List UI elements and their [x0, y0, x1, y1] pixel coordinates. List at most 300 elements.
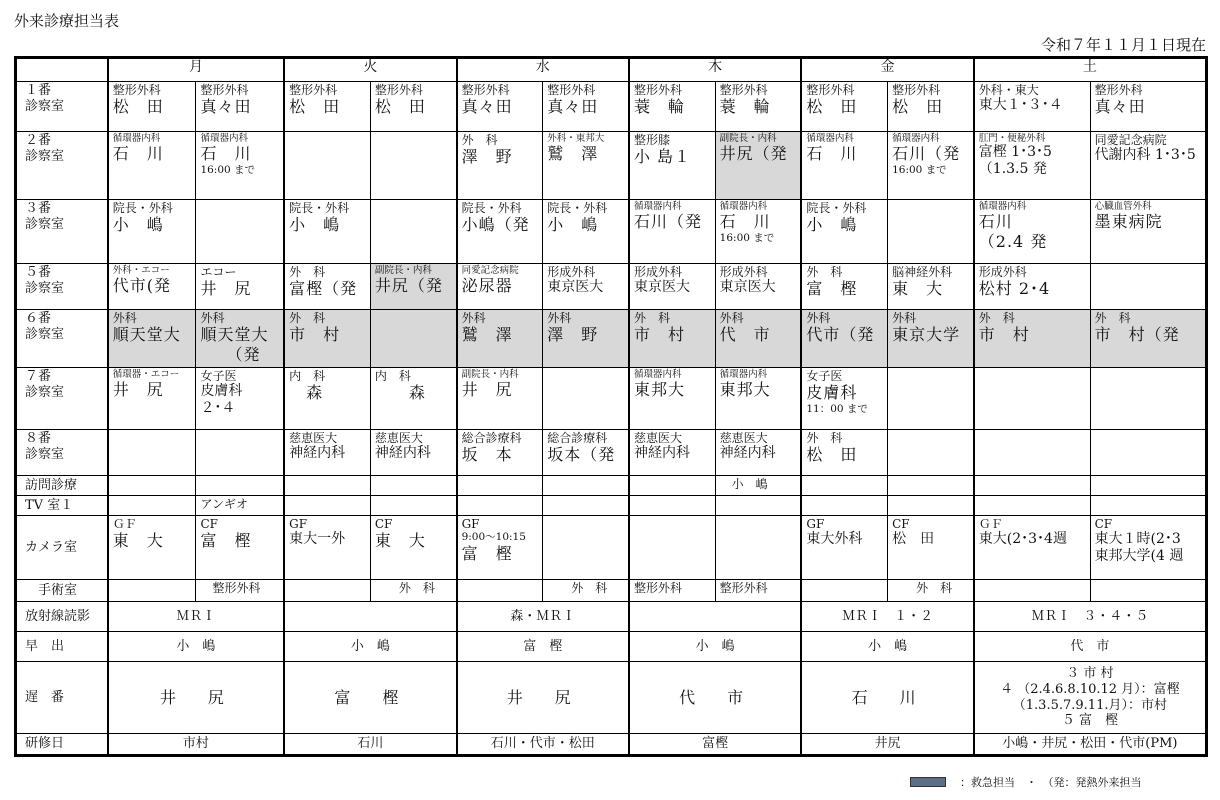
doctor-name: 石 川	[112, 144, 164, 164]
doctor-name: 東大１時(2･3	[1094, 531, 1181, 548]
department-label: 形成外科	[547, 265, 596, 279]
merged-row	[16, 662, 1207, 734]
schedule-cell	[543, 496, 629, 516]
schedule-cell	[108, 476, 196, 496]
doctor-name: 東邦大	[719, 380, 771, 400]
doctor-name: 神経内科	[719, 445, 776, 462]
schedule-cell	[370, 580, 456, 602]
doctor-name: 東京医大	[633, 279, 690, 296]
doctor-name: 井 尻	[461, 380, 513, 400]
merged-cell: 代 市	[629, 662, 801, 734]
doctor-name: 鷲 澤	[547, 144, 599, 164]
late-shift-line: （1.3.5.7.9.11.月）：市村	[1012, 697, 1167, 713]
schedule-cell	[715, 310, 801, 368]
department-label: 副院長・内科	[374, 265, 432, 276]
department-label: 院長・外科	[461, 201, 522, 215]
schedule-cell	[715, 82, 801, 132]
schedule-cell	[543, 82, 629, 132]
schedule-cell	[715, 368, 801, 430]
schedule-cell	[974, 430, 1090, 476]
schedule-cell	[284, 368, 370, 430]
schedule-cell	[1090, 580, 1206, 602]
schedule-cell	[888, 430, 974, 476]
schedule-row	[16, 264, 1207, 310]
department-label: 循環器内科	[978, 201, 1027, 212]
doctor-name: 井 尻	[200, 279, 252, 299]
doctor-name: 東京大学	[892, 325, 961, 345]
schedule-cell	[196, 82, 284, 132]
merged-cell: ＭＲＩ ３・４・５	[974, 602, 1207, 632]
department-label: 外科	[547, 311, 572, 325]
merged-row	[16, 602, 1207, 632]
schedule-cell	[888, 516, 974, 580]
schedule-cell	[1090, 310, 1206, 368]
merged-cell: 小 嶋	[801, 632, 973, 662]
schedule-cell	[629, 430, 715, 476]
schedule-cell	[108, 200, 196, 264]
department-label: 外 科	[806, 265, 843, 279]
schedule-cell	[801, 82, 887, 132]
department-label: 外 科	[633, 311, 670, 325]
schedule-cell	[370, 430, 456, 476]
doctor-name: 順天堂大	[112, 325, 181, 345]
department-label: 外科	[806, 311, 831, 325]
schedule-cell	[888, 580, 974, 602]
day-header-row	[16, 58, 1207, 82]
row-label: 訪問診療	[16, 476, 108, 496]
department-label: 循環器内科	[892, 133, 940, 144]
department-label: 外 科	[374, 581, 435, 595]
department-label: CF	[374, 517, 393, 531]
schedule-cell	[543, 430, 629, 476]
merged-cell: 富 樫	[457, 632, 629, 662]
doctor-name: 小 嶋	[547, 215, 599, 235]
schedule-cell	[543, 310, 629, 368]
department-label: 外科	[719, 311, 744, 325]
schedule-cell	[974, 82, 1090, 132]
doctor-name: 市 村	[978, 325, 1030, 345]
doctor-name: 皮膚科	[806, 383, 858, 403]
department-label: 整形外科	[719, 83, 768, 97]
schedule-cell	[108, 430, 196, 476]
doctor-name-extra: （1.3.5 発	[978, 161, 1047, 178]
schedule-cell	[457, 496, 543, 516]
schedule-cell	[974, 368, 1090, 430]
late-shift-line: ３ 市 村	[1066, 666, 1114, 682]
department-label: 外科	[112, 311, 137, 325]
row-label: 放射線読影	[16, 602, 108, 632]
corner-cell	[16, 58, 108, 82]
department-label: 外科	[200, 311, 225, 325]
row-label: TV 室１	[16, 496, 108, 516]
doctor-name: 松 田	[112, 97, 164, 117]
doctor-name: 富 樫	[200, 531, 252, 551]
department-label: 整形外科	[547, 83, 596, 97]
day-header: 火	[284, 58, 456, 82]
time-note: 16:00 まで	[719, 231, 775, 244]
schedule-cell	[108, 580, 196, 602]
department-label: 外 科	[806, 431, 843, 445]
doctor-name: 代市(発	[112, 276, 171, 296]
doctor-name: 石 川	[719, 212, 771, 232]
schedule-cell	[370, 82, 456, 132]
department-label: 慈恵医大	[289, 431, 338, 445]
doctor-name: 鷲 澤	[461, 325, 513, 345]
schedule-cell	[715, 476, 801, 496]
department-label: 脳神経外科	[892, 265, 953, 279]
schedule-cell	[284, 430, 370, 476]
schedule-cell	[108, 132, 196, 200]
schedule-cell	[196, 476, 284, 496]
department-label: 内 科	[374, 369, 411, 383]
schedule-cell	[801, 200, 887, 264]
doctor-name: 松 田	[806, 97, 858, 117]
row-label: ６番 診察室	[16, 310, 108, 368]
schedule-cell	[284, 132, 370, 200]
doctor-name: 石 川	[200, 144, 252, 164]
row-label: 手術室	[16, 580, 108, 602]
schedule-cell	[1090, 516, 1206, 580]
row-label: ２番 診察室	[16, 132, 108, 200]
schedule-cell	[370, 132, 456, 200]
doctor-name: 真々田	[1094, 97, 1146, 117]
schedule-cell	[457, 430, 543, 476]
schedule-cell	[974, 496, 1090, 516]
schedule-cell	[196, 516, 284, 580]
schedule-cell	[629, 264, 715, 310]
doctor-name: 真々田	[200, 97, 252, 117]
merged-cell: 富樫	[629, 734, 801, 756]
merged-cell	[629, 602, 801, 632]
department-label: 外科・東大	[978, 83, 1039, 97]
merged-cell: 森・ＭＲＩ	[457, 602, 629, 632]
department-label: 循環器内科	[633, 369, 682, 380]
doctor-name: 市 村	[289, 325, 341, 345]
schedule-cell	[715, 580, 801, 602]
department-label: 院長・外科	[547, 201, 608, 215]
late-shift-line: ５ 富 樫	[1061, 713, 1118, 729]
schedule-cell	[801, 310, 887, 368]
schedule-cell	[543, 476, 629, 496]
schedule-cell	[801, 496, 887, 516]
schedule-cell	[629, 516, 715, 580]
schedule-cell	[629, 496, 715, 516]
department-label: 総合診療科	[547, 431, 608, 445]
schedule-table	[14, 56, 1208, 757]
time-note: 16:00 まで	[200, 163, 256, 176]
schedule-cell	[457, 476, 543, 496]
doctor-name: 東大外科	[806, 531, 863, 548]
department-label: 外科	[892, 311, 917, 325]
doctor-name: 順天堂大	[200, 325, 269, 345]
schedule-cell	[457, 264, 543, 310]
department-label: 整形膝	[633, 133, 670, 147]
doctor-name: 真々田	[461, 97, 513, 117]
schedule-cell	[974, 476, 1090, 496]
department-label: 副院長・内科	[461, 369, 519, 380]
doctor-name: 神経内科	[633, 445, 690, 462]
department-label: 外 科	[978, 311, 1015, 325]
page-title: 外来診療担当表	[14, 12, 120, 30]
schedule-cell	[888, 496, 974, 516]
doctor-name: 小 嶋	[806, 215, 858, 235]
schedule-cell	[715, 200, 801, 264]
schedule-cell	[543, 368, 629, 430]
day-header: 金	[801, 58, 973, 82]
doctor-name-extra: （発	[200, 344, 261, 364]
schedule-cell	[457, 132, 543, 200]
doctor-name: 森	[289, 383, 324, 403]
schedule-cell	[1090, 200, 1206, 264]
schedule-cell	[370, 496, 456, 516]
doctor-name: 松 田	[374, 97, 426, 117]
department-label: 外科・エコー	[112, 265, 170, 276]
doctor-name: 松 田	[289, 97, 341, 117]
doctor-name: 井尻（発	[374, 276, 443, 296]
schedule-cell	[629, 200, 715, 264]
department-label: エコー	[200, 265, 237, 279]
department-label: 整形外科	[374, 83, 423, 97]
schedule-cell	[888, 264, 974, 310]
schedule-cell	[457, 200, 543, 264]
schedule-cell	[108, 368, 196, 430]
department-label: 整形外科	[719, 581, 768, 595]
department-label: 同愛記念病院	[461, 265, 519, 276]
department-label: 外 科	[1094, 311, 1131, 325]
doctor-name: 蓑 輪	[719, 97, 771, 117]
schedule-cell	[974, 516, 1090, 580]
department-label: 外 科	[547, 581, 608, 595]
department-label: CF	[200, 517, 218, 531]
department-label: 整形外科	[633, 83, 682, 97]
doctor-name: 東邦大	[633, 380, 685, 400]
schedule-cell	[974, 200, 1090, 264]
schedule-cell	[196, 368, 284, 430]
schedule-cell	[284, 580, 370, 602]
schedule-cell	[715, 430, 801, 476]
doctor-name: 小 嶋	[289, 215, 341, 235]
day-header: 月	[108, 58, 284, 82]
department-label: 整形外科	[806, 83, 855, 97]
department-label: 慈恵医大	[719, 431, 768, 445]
doctor-name: 松 田	[892, 531, 935, 548]
department-label: 院長・外科	[112, 201, 173, 215]
schedule-row	[16, 200, 1207, 264]
merged-cell: 小 嶋	[284, 632, 456, 662]
schedule-cell	[801, 368, 887, 430]
doctor-name: 坂 本	[461, 445, 513, 465]
department-label: 外科・東邦大	[547, 133, 605, 144]
schedule-cell	[888, 476, 974, 496]
doctor-name: 石川	[978, 212, 1013, 232]
department-label: 整形外科	[112, 83, 161, 97]
department-label: ＧＦ	[978, 517, 1003, 531]
merged-cell: 小嶋・井尻・松田・代市(PM)	[974, 734, 1207, 756]
doctor-name: 松村 2･4	[978, 279, 1051, 299]
schedule-cell	[974, 310, 1090, 368]
doctor-name-extra: 東邦大学(4 週	[1094, 548, 1184, 565]
department-label: 循環器内科	[200, 133, 248, 144]
day-header: 水	[457, 58, 629, 82]
schedule-cell	[196, 430, 284, 476]
doctor-name: 東 大	[112, 531, 164, 551]
schedule-cell	[284, 476, 370, 496]
schedule-cell	[284, 496, 370, 516]
row-label: 早 出	[16, 632, 108, 662]
department-label: 慈恵医大	[633, 431, 682, 445]
department-label: 循環器内科	[112, 133, 161, 144]
legend-text: ：救急担当 ・ （発：発熱外来担当	[960, 776, 1142, 789]
schedule-cell	[196, 580, 284, 602]
department-label: 循環器内科	[806, 133, 854, 144]
schedule-cell	[457, 368, 543, 430]
time-note: 16:00 まで	[892, 163, 947, 176]
doctor-name: 真々田	[547, 97, 599, 117]
merged-cell: 石 川	[801, 662, 973, 734]
schedule-cell	[1090, 264, 1206, 310]
row-label: ８番 診察室	[16, 430, 108, 476]
doctor-name: 神経内科	[374, 445, 431, 462]
schedule-cell	[108, 82, 196, 132]
schedule-cell	[457, 516, 543, 580]
doctor-name: 松 田	[892, 97, 944, 117]
department-label: 循環器内科	[719, 201, 768, 212]
day-header: 土	[974, 58, 1207, 82]
schedule-row	[16, 496, 1207, 516]
department-label: CF	[1094, 517, 1113, 531]
schedule-cell	[888, 310, 974, 368]
schedule-cell	[370, 264, 456, 310]
doctor-name: 坂本（発	[547, 445, 616, 465]
department-label: 心臓血管外科	[1094, 201, 1152, 212]
schedule-cell	[196, 132, 284, 200]
schedule-cell	[888, 132, 974, 200]
schedule-cell	[284, 310, 370, 368]
row-label: ３番 診察室	[16, 200, 108, 264]
department-label: 副院長・内科	[719, 133, 777, 144]
day-header: 木	[629, 58, 801, 82]
doctor-name: 富樫（発	[289, 279, 358, 299]
doctor-name: 森	[374, 383, 426, 403]
department-label: アンギオ	[200, 497, 248, 511]
department-label: 内 科	[289, 369, 326, 383]
doctor-name: 石 川	[806, 144, 858, 164]
department-label: 女子医	[200, 369, 237, 383]
schedule-cell	[370, 310, 456, 368]
department-label: 整形外科	[1094, 83, 1143, 97]
department-label: 院長・外科	[806, 201, 867, 215]
schedule-cell	[801, 430, 887, 476]
schedule-cell	[1090, 368, 1206, 430]
doctor-name: 皮膚科	[200, 383, 243, 400]
doctor-name: 東 大	[892, 279, 944, 299]
schedule-cell	[1090, 430, 1206, 476]
doctor-name: 市 村	[633, 325, 685, 345]
merged-cell: 井 尻	[457, 662, 629, 734]
department-label: 女子医	[806, 369, 843, 383]
schedule-row	[16, 82, 1207, 132]
department-label: 形成外科	[633, 265, 682, 279]
merged-row	[16, 734, 1207, 756]
schedule-cell	[801, 264, 887, 310]
doctor-name: 澤 野	[461, 147, 513, 167]
schedule-cell	[108, 516, 196, 580]
department-label: ＧＦ	[112, 517, 137, 531]
schedule-cell	[370, 368, 456, 430]
time-note: 11：00 まで	[806, 402, 868, 415]
schedule-cell	[801, 132, 887, 200]
department-label: GF	[289, 517, 308, 531]
doctor-name: 澤 野	[547, 325, 599, 345]
schedule-cell	[543, 264, 629, 310]
schedule-cell	[629, 476, 715, 496]
department-label: 外 科	[289, 265, 326, 279]
department-label: GF	[461, 517, 480, 531]
department-label: 整形外科	[200, 83, 249, 97]
doctor-name: 井尻（発	[719, 144, 788, 164]
doctor-name: 東京医大	[719, 279, 776, 296]
schedule-row	[16, 310, 1207, 368]
merged-cell: 富 樫	[284, 662, 456, 734]
doctor-name: 市 村（発	[1094, 325, 1180, 345]
department-label: 同愛記念病院	[1094, 133, 1167, 147]
department-label: CF	[892, 517, 910, 531]
doctor-name: 松 田	[806, 445, 858, 465]
doctor-name: 代謝内科 1･3･5	[1094, 147, 1196, 164]
department-label: 外 科	[289, 311, 326, 325]
merged-cell: ＭＲＩ	[108, 602, 284, 632]
merged-cell: 小 嶋	[108, 632, 284, 662]
schedule-cell	[974, 132, 1090, 200]
doctor-name: 井 尻	[112, 380, 164, 400]
doctor-name: 石川（発	[633, 212, 702, 232]
merged-cell: 井尻	[801, 734, 973, 756]
schedule-cell	[1090, 82, 1206, 132]
doctor-name-extra: ２･４	[200, 400, 236, 417]
schedule-cell	[1090, 132, 1206, 200]
department-label: 整形外科	[633, 581, 682, 595]
schedule-cell	[284, 82, 370, 132]
department-label: 総合診療科	[461, 431, 522, 445]
schedule-cell	[629, 132, 715, 200]
schedule-cell	[108, 496, 196, 516]
schedule-cell	[801, 516, 887, 580]
department-label: 形成外科	[978, 265, 1027, 279]
doctor-name-extra: （2.4 発	[978, 231, 1048, 251]
row-label: 遅 番	[16, 662, 108, 734]
doctor-name: 神経内科	[289, 445, 346, 462]
department-label: 慈恵医大	[374, 431, 423, 445]
doctor-name: 東京医大	[547, 279, 604, 296]
schedule-cell	[196, 310, 284, 368]
department-label: 整形外科	[289, 83, 338, 97]
schedule-row	[16, 132, 1207, 200]
department-label: 肛門・便秘外科	[978, 133, 1046, 144]
row-label: 研修日	[16, 734, 108, 756]
schedule-cell	[543, 132, 629, 200]
row-label: カメラ室	[16, 516, 108, 580]
merged-cell: ＭＲＩ １・２	[801, 602, 973, 632]
doctor-name: 墨東病院	[1094, 212, 1163, 232]
department-label: 外 科	[892, 581, 953, 595]
schedule-cell	[715, 264, 801, 310]
department-label: GF	[806, 517, 825, 531]
legend	[910, 774, 1142, 790]
schedule-cell	[715, 496, 801, 516]
merged-cell	[284, 602, 456, 632]
merged-cell	[974, 662, 1207, 734]
department-label: 循環器内科	[719, 369, 768, 380]
